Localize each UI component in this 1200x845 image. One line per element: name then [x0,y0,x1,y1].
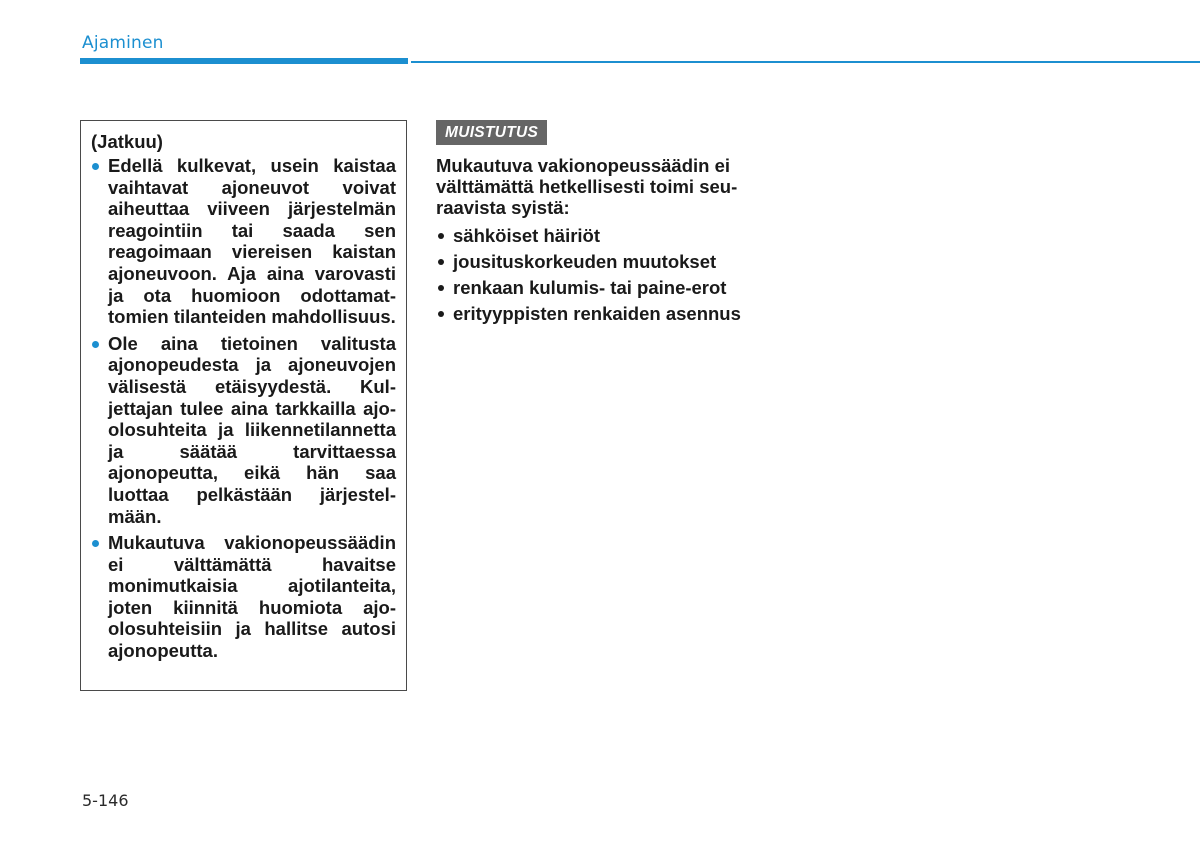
note-item-text: erityyppisten renkaiden asennus [453,303,741,325]
note-badge: MUISTUTUS [436,120,547,145]
note-intro: Mukautuva vakionopeussäädin ei välttämättä hetkellisesti toimi seuraavista syistä: [436,155,738,219]
bullet-dot-icon [92,341,99,348]
warning-list-item [91,333,396,527]
warning-item-text: Mukautuva vakionopeussäädin ei välttämättä havaitse monimutkaisia ajotilanteita, joten kiinnitä huomiota ajo-olosuhteisiin ja hallitse autosi ajonopeutta. [108,532,396,662]
page-number: 5-146 [82,791,129,810]
note-item-text: renkaan kulumis- tai paine-erot [453,277,727,299]
bullet-dot-icon [92,540,99,547]
note-section [436,155,764,329]
note-list-item [436,225,764,246]
bullet-dot-icon [438,233,444,239]
bullet-dot-icon [438,311,444,317]
warning-box [80,120,407,691]
bullet-dot-icon [438,259,444,265]
note-item-text: jousituskorkeuden muutokset [453,250,717,272]
note-list-item [436,277,764,298]
warning-item-text: Edellä kulkevat, usein kaistaa vaihtavat ajoneuvot voivat aiheuttaa viiveen järjestelmän reagointiin tai saada sen reagoimaan viereisen kaistan ajoneuvoon. Aja aina varovasti ja ota huomioon odottamattomien tilanteiden mahdollisuus. [108,155,396,328]
bullet-dot-icon [92,163,99,170]
section-title: Ajaminen [82,33,164,53]
note-list-item [436,303,764,324]
note-item-text: sähköiset häiriöt [453,224,601,246]
warning-list-item [91,155,396,328]
note-list-item [436,251,764,272]
header-rule-thick [80,58,408,64]
bullet-dot-icon [438,285,444,291]
header-rule-thin [411,61,1200,63]
warning-list-item [91,532,396,662]
warning-item-text: Ole aina tietoinen valitusta ajonopeudesta ja ajoneuvojen välisestä etäisyydestä. Kuljettajan tulee aina tarkkailla ajo-olosuhteita ja liikennetilannetta ja säätää tarvittaessa ajonopeutta, eikä hän saa luottaa pelkästään järjestelmään. [108,332,396,527]
continued-label: (Jatkuu) [91,131,163,152]
